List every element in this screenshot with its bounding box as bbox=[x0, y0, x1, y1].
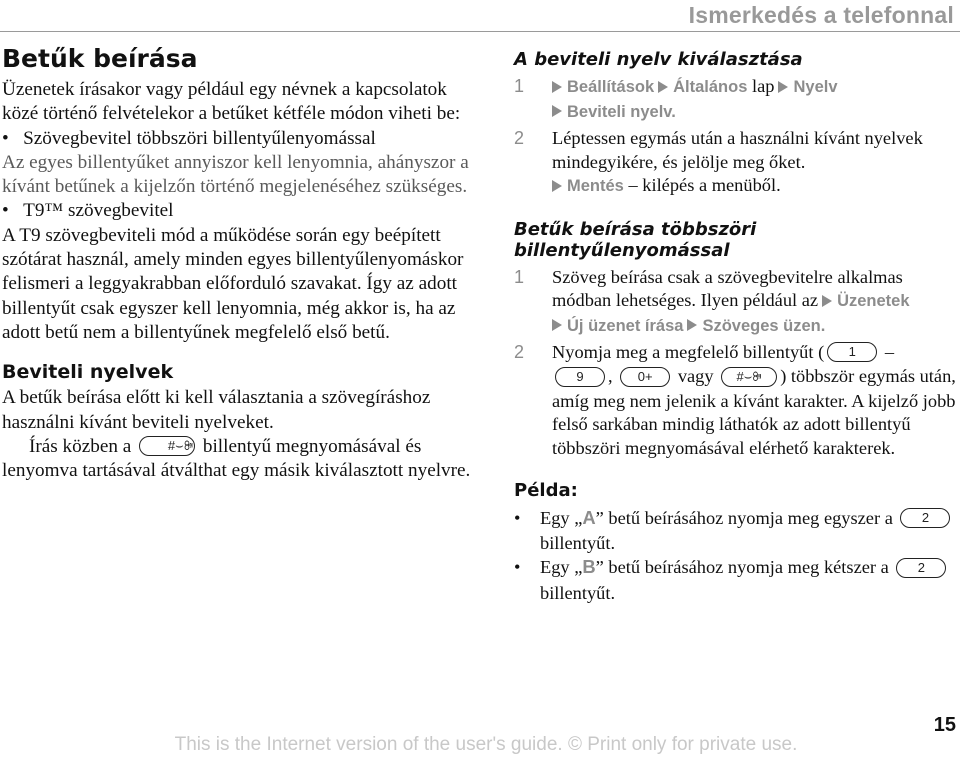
step-number: 1 bbox=[514, 266, 525, 287]
bullet-dot: • bbox=[2, 200, 24, 222]
page-header bbox=[0, 0, 960, 32]
lang-paragraph-1: A betűk beírása előtt ki kell választania a szövegíráshoz használni kívánt beviteli nyelveket. bbox=[2, 387, 431, 433]
header-title: Ismerkedés a telefonnal bbox=[688, 2, 954, 28]
footer-notice: This is the Internet version of the user's guide. © Print only for private use. bbox=[174, 734, 798, 755]
menu-uj-uzenet: Új üzenet írása bbox=[567, 316, 684, 335]
key-0-icon: 0+ bbox=[620, 367, 670, 387]
lang-text-a: Írás közben a bbox=[29, 435, 132, 457]
step-text-b: ) többször egymás után, amíg meg nem jelenik a kívánt karakter. A kijelző jobb felső sarkában mindig láthatók az adott billentyű többszöri megnyomásával elérhető karakterek. bbox=[552, 366, 956, 458]
key-1-icon: 1 bbox=[827, 342, 877, 362]
lang-paragraph-2 bbox=[2, 435, 472, 484]
section-heading-betuk-beirasa: Betűk beírása bbox=[2, 44, 198, 73]
bullet-t9-text: A T9 szövegbeviteli mód a működése során egy beépített szótárat használ, amely minden egyes billentyűlenyomáskor felismeri a leggyakrabban előforduló szavakat. Így az adott billentyűt csak egyszer kell lenyomnia, még akkor is, ha az adott betű nem a billentyűnek megfelelő első betű. bbox=[2, 224, 464, 343]
right-column bbox=[514, 49, 958, 605]
key-2-icon: 2 bbox=[900, 508, 950, 528]
arrow-right-icon bbox=[687, 319, 697, 331]
menu-szoveges-uzen: Szöveges üzen. bbox=[702, 316, 826, 335]
step-1-select-language bbox=[514, 75, 958, 124]
bullet-dot: • bbox=[514, 557, 521, 578]
step-body bbox=[552, 266, 958, 339]
section-heading-nyelv-valasztas: A beviteli nyelv kiválasztása bbox=[514, 49, 803, 70]
step-body bbox=[552, 127, 958, 199]
comma: , bbox=[608, 366, 613, 387]
key-2-icon: 2 bbox=[896, 558, 946, 578]
step-number: 2 bbox=[514, 128, 525, 148]
example-text: Egy „A” betű beírásához nyomja meg egyszer a 2 billentyűt. bbox=[540, 506, 958, 555]
word-vagy: vagy bbox=[677, 366, 714, 387]
key-9-icon: 9 bbox=[555, 367, 605, 387]
example-heading: Példa: bbox=[514, 480, 578, 502]
word-lap: lap bbox=[752, 76, 775, 96]
bullet-multitap bbox=[2, 127, 472, 151]
letter-b: B bbox=[582, 556, 596, 578]
example-list bbox=[514, 506, 958, 605]
bullet-t9-title: T9™ szövegbevitel bbox=[23, 200, 174, 222]
step-1-text-mode bbox=[514, 266, 958, 339]
hash-key-icon: #⌣ꔭ bbox=[139, 436, 195, 456]
section-heading-multitap: Betűk beírása többszöri billentyűlenyomással bbox=[514, 218, 757, 261]
menu-nyelv: Nyelv bbox=[793, 78, 838, 96]
example-text: Egy „B” betű beírásához nyomja meg kétszer a 2 billentyűt. bbox=[540, 555, 958, 604]
step-text-a: Nyomja meg a megfelelő billentyűt ( bbox=[552, 342, 825, 362]
step-body bbox=[552, 341, 958, 460]
hash-key-icon: #⌣ꔭ bbox=[721, 367, 777, 387]
step-body: Beállítások Általános lap Nyelv Beviteli nyelv. bbox=[552, 75, 958, 124]
step-number: 1 bbox=[514, 76, 525, 96]
arrow-right-icon bbox=[552, 105, 562, 117]
arrow-right-icon bbox=[778, 81, 788, 93]
menu-mentes: Mentés bbox=[567, 177, 624, 195]
step-tail: – kilépés a menüből. bbox=[628, 175, 781, 195]
arrow-right-icon bbox=[552, 319, 562, 331]
arrow-right-icon bbox=[822, 295, 832, 307]
menu-uzenetek: Üzenetek bbox=[837, 292, 910, 310]
step-2-mark-languages bbox=[514, 127, 958, 199]
bullet-t9 bbox=[2, 199, 472, 223]
example-item-b bbox=[514, 555, 958, 604]
example-item-a bbox=[514, 506, 958, 555]
step-2-press-key bbox=[514, 341, 958, 460]
left-column bbox=[2, 44, 472, 483]
section-heading-beviteli-nyelvek: Beviteli nyelvek bbox=[2, 361, 174, 384]
page-number: 15 bbox=[933, 714, 956, 736]
lang-text-b: billentyű megnyomásával és lenyomva tartásával átválthat egy másik kiválasztott nyelvre. bbox=[2, 435, 471, 482]
arrow-right-icon bbox=[658, 81, 668, 93]
letter-a: A bbox=[582, 507, 596, 529]
dash: – bbox=[884, 342, 895, 362]
step-number: 2 bbox=[514, 342, 525, 362]
arrow-right-icon bbox=[552, 81, 562, 93]
bullet-dot: • bbox=[514, 508, 521, 529]
menu-beallitasok: Beállítások bbox=[567, 78, 655, 96]
bullet-dot: • bbox=[2, 127, 24, 149]
menu-altalanos: Általános bbox=[673, 78, 748, 96]
step-text: Léptessen egymás után a használni kívánt nyelvek mindegyikére, és jelölje meg őket. bbox=[552, 128, 923, 172]
bullet-multitap-text: Az egyes billentyűket annyiszor kell lenyomnia, ahányszor a kívánt betűnek a kijelzőn történő megjelenéséhez szükséges. bbox=[2, 151, 469, 198]
bullet-multitap-title: Szövegbevitel többszöri billentyűlenyomással bbox=[23, 127, 376, 149]
arrow-right-icon bbox=[552, 180, 562, 192]
intro-paragraph: Üzenetek írásakor vagy például egy névnek a kapcsolatok közé történő felvételekor a betűket kétféle módon viheti be: bbox=[2, 79, 461, 125]
step-text: Szöveg beírása csak a szövegbevitelre alkalmas módban lehetséges. Ilyen például az bbox=[552, 266, 903, 310]
menu-beviteli-nyelv: Beviteli nyelv bbox=[567, 102, 672, 121]
